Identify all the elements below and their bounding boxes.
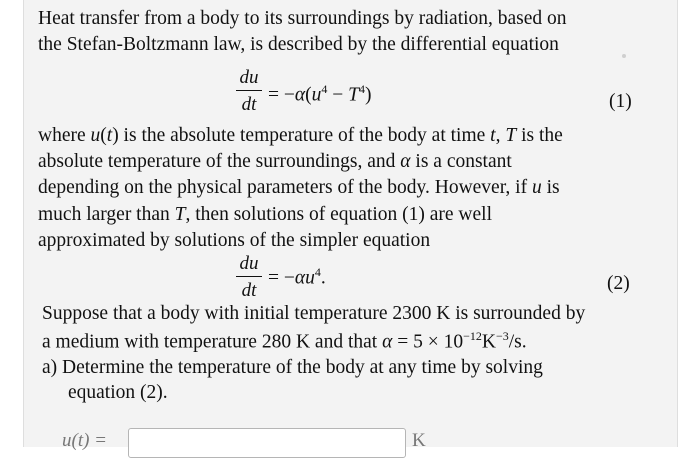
answer-unit: K [412, 430, 426, 451]
answer-input[interactable] [128, 428, 406, 458]
equation-1-number: (1) [609, 91, 632, 112]
decorative-dot [622, 54, 626, 58]
problem-text-line: depending on the physical parameters of the body. However, if u is [38, 177, 560, 198]
fraction-bar [236, 276, 262, 277]
problem-text-line: much larger than T, then solutions of equation (1) are well [38, 204, 493, 225]
problem-text-line: Suppose that a body with initial temperature 2300 K is surrounded by [42, 303, 586, 324]
equation-1-numerator: du [239, 67, 259, 88]
problem-text-line: the Stefan-Boltzmann law, is described by the differential equation [38, 34, 559, 55]
problem-text-line: a medium with temperature 280 K and that $\alpha = 5 \times 10^{-12}K^{-3}/s$. [42, 329, 527, 353]
problem-text-line: where u(t) is the absolute temperature of the body at time t, T is the [38, 125, 563, 146]
part-a-question: a) Determine the temperature of the body at any time by solving [42, 357, 543, 378]
problem-text-line: absolute temperature of the surroundings, and α is a constant [38, 151, 512, 172]
equation-2-numerator: du [239, 253, 259, 274]
problem-text-line: Heat transfer from a body to its surroundings by radiation, based on [38, 8, 567, 29]
equation-2-number: (2) [607, 273, 630, 294]
problem-text-line: approximated by solutions of the simpler equation [38, 230, 431, 251]
equation-2-rhs: = $-\alpha u^4$. [268, 265, 326, 289]
equation-1-rhs: = $-\alpha(u^4 - T^4)$ [268, 82, 372, 106]
equation-2-denominator: dt [241, 280, 257, 301]
equation-1-denominator: dt [241, 94, 257, 115]
part-a-question: equation (2). [68, 382, 168, 403]
fraction-bar [236, 90, 262, 91]
answer-label: u(t) = [62, 430, 108, 451]
